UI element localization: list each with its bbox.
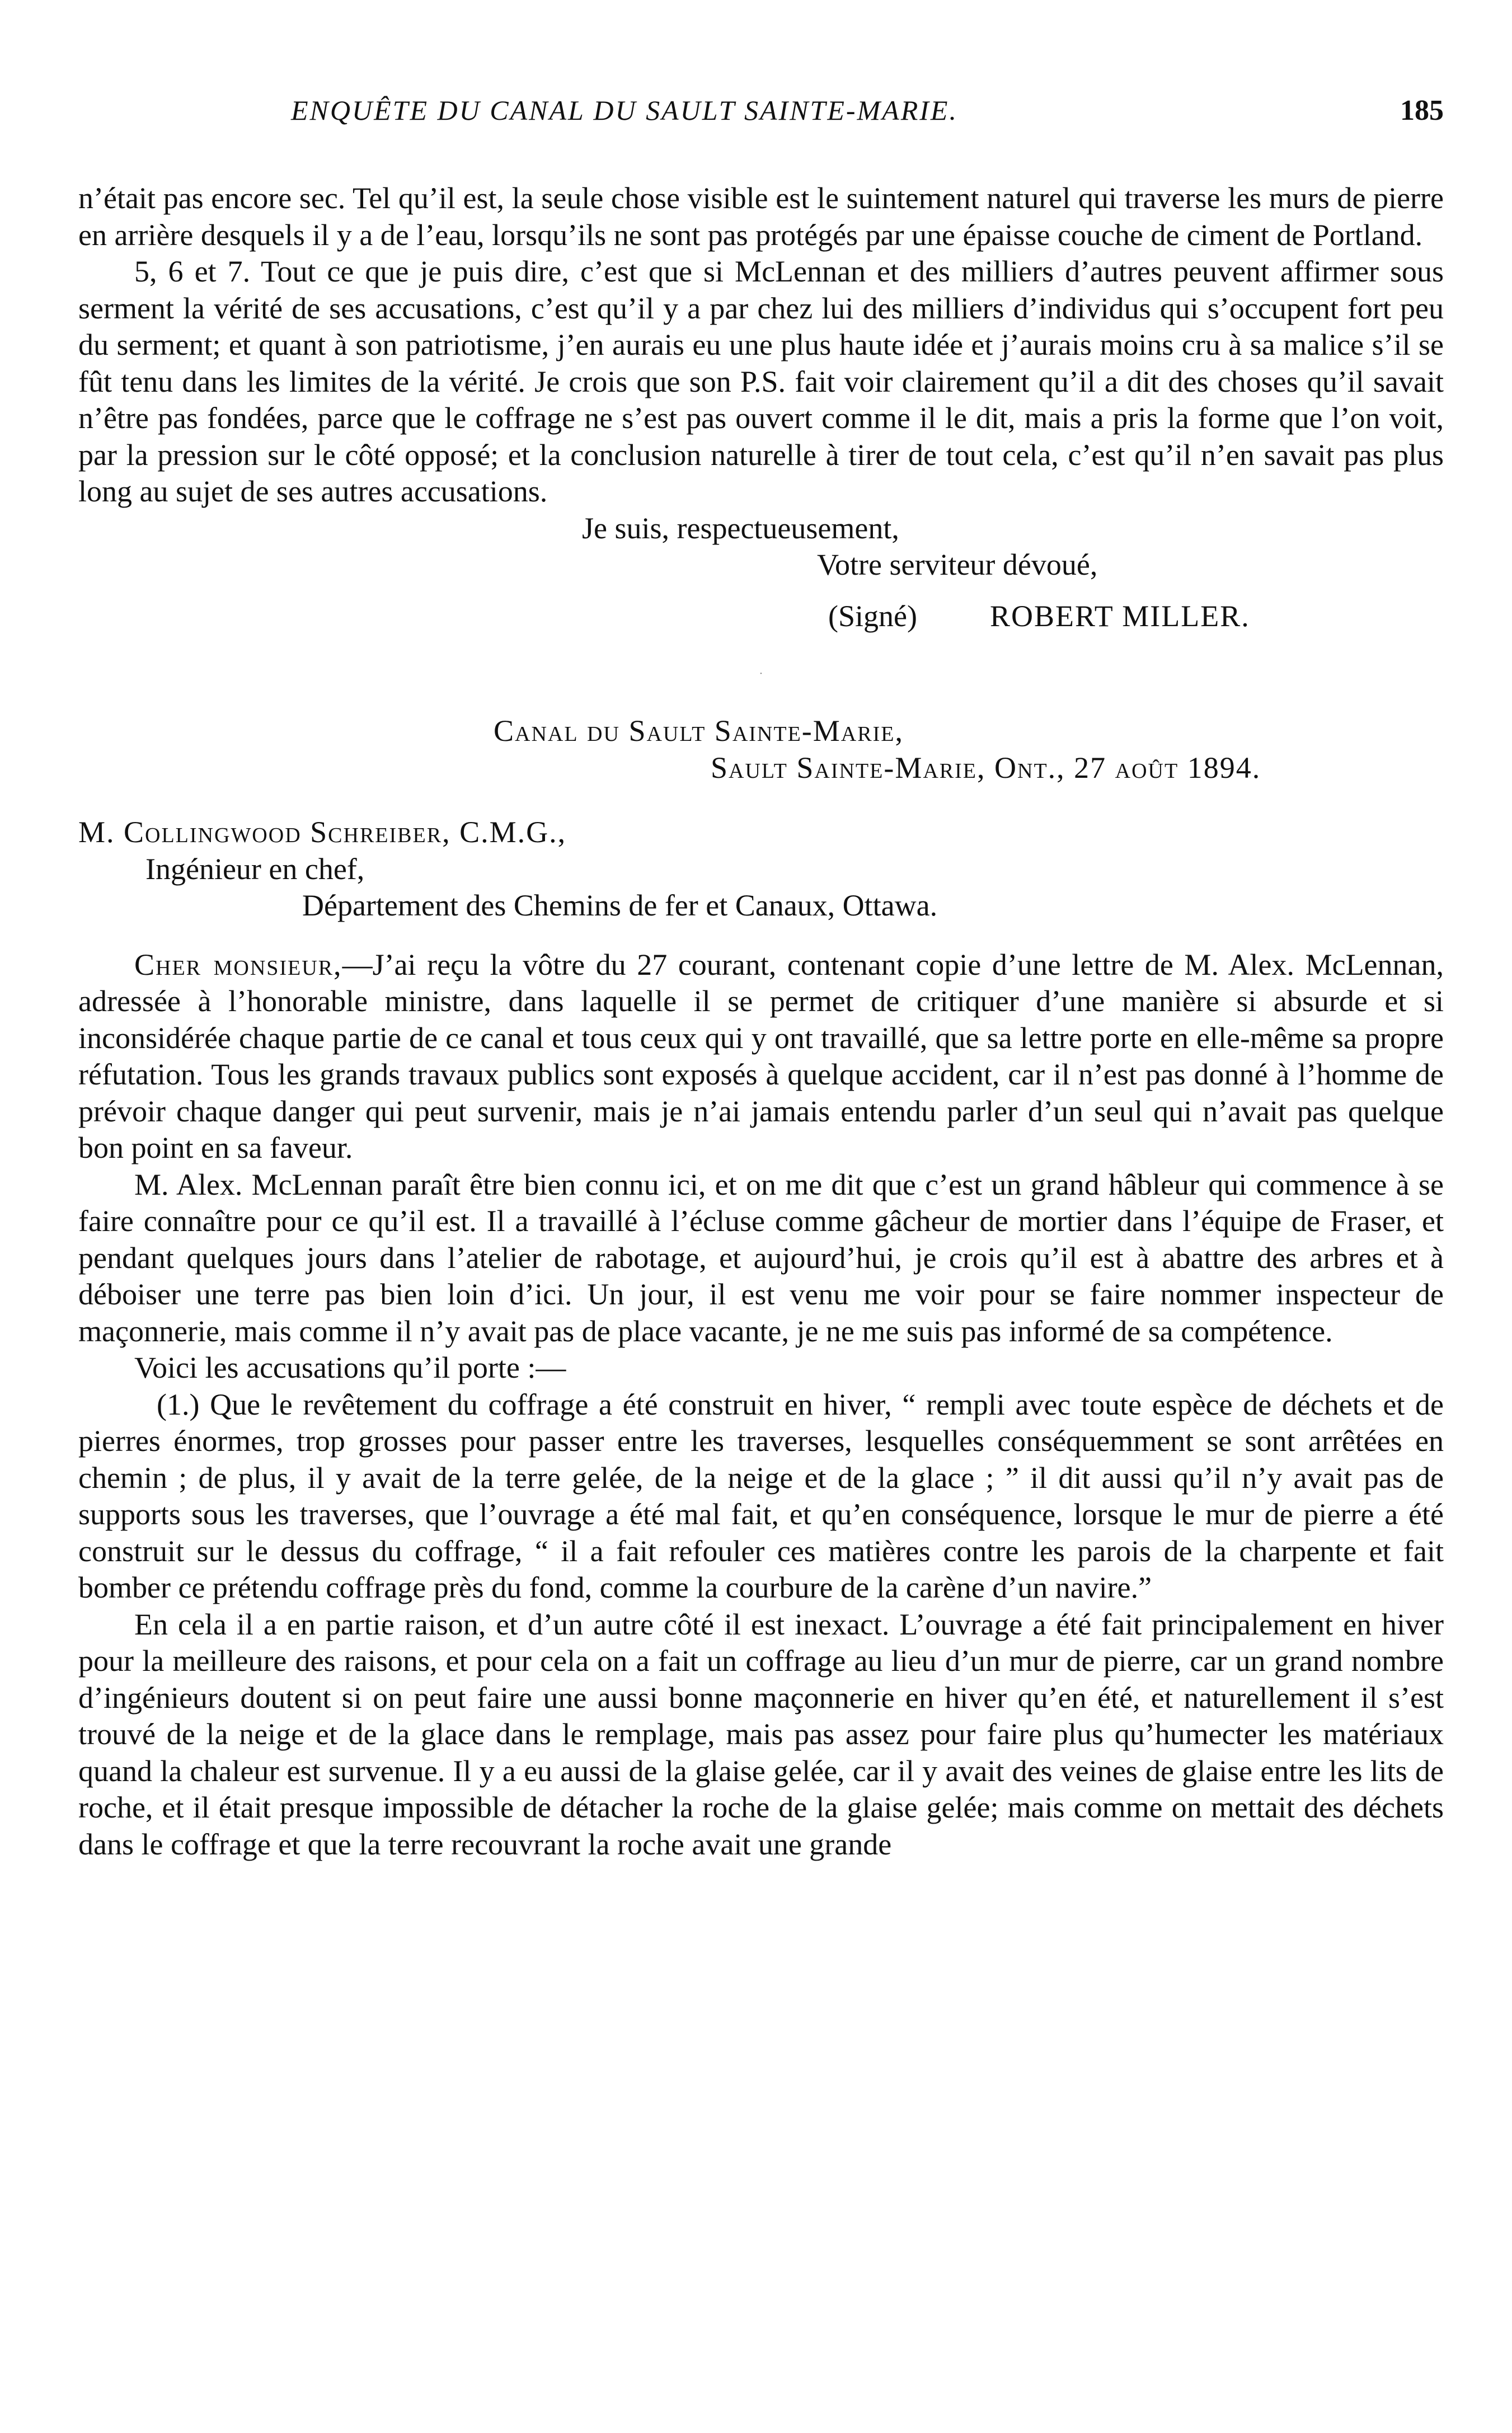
addressee-title: Ingénieur en chef, <box>145 852 365 886</box>
signature-line <box>828 598 1444 635</box>
addressee-department: Département des Chemins de fer et Canaux, Ottawa. <box>302 889 938 922</box>
paragraph-text: —J’ai reçu la vôtre du 27 courant, contenant copie d’une lettre de M. Alex. McLennan, adressée à l’honorable ministre, dans laquelle il se permet de critiquer d’une manière si absurde et si inconsidérée chaque partie de ce canal et tous ceux qui y ont travaillé, que sa lettre porte en elle-même sa propre réfutation. Tous les grands travaux publics sont exposés à quelque accident, car il n’est pas donné à l’homme de prévoir chaque danger qui peut survenir, mais je n’ai jamais entendu parler d’un seul qui n’avait pas quelque bon point en sa faveur. <box>78 947 1444 1164</box>
document-body <box>78 180 1444 1863</box>
section-separator: · <box>759 668 763 680</box>
closing-line: Je suis, respectueusement, <box>582 511 899 545</box>
closing-line: Votre serviteur dévoué, <box>817 548 1098 581</box>
running-title: ENQUÊTE DU CANAL DU SAULT SAINTE-MARIE. <box>291 95 958 126</box>
running-header <box>78 94 1444 139</box>
addressee-name: M. Collingwood Schreiber, C.M.G., <box>78 815 567 849</box>
paragraph: M. Alex. McLennan paraît être bien connu ici, et on me dit que c’est un grand hâbleur qui commence à se faire connaître pour ce qu’il est. Il a travaillé à l’écluse comme gâcheur de mortier dans l’équipe de Fraser, et pendant quelques jours dans l’atelier de rabotage, et aujourd’hui, je crois qu’il est à abattre des arbres et à déboiser une terre pas bien loin d’ici. Un jour, il est venu me voir pour se faire nommer inspecteur de maçonnerie, mais comme il n’y avait pas de place vacante, je ne me suis pas informé de sa compétence. <box>78 1167 1444 1348</box>
signed-label: (Signé) <box>828 599 917 633</box>
paragraph: n’était pas encore sec. Tel qu’il est, la seule chose visible est le suintement naturel qui traverse les murs de pierre en arrière desquels il y a de l’eau, lorsqu’ils ne sont pas protégés par une épaisse couche de ciment de Portland. <box>78 181 1444 252</box>
paragraph <box>78 947 1444 1167</box>
paragraph: Voici les accusations qu’il porte :— <box>134 1351 566 1384</box>
letter-place: Canal du Sault Sainte-Marie, <box>494 714 904 748</box>
document-page <box>78 0 1444 2433</box>
paragraph: 5, 6 et 7. Tout ce que je puis dire, c’est que si McLennan et des milliers d’autres peuvent affirmer sous serment la vérité de ses accusations, c’est qu’il y a par chez lui des milliers d’individus qui s’occupent fort peu du serment; et quant à son patriotisme, j’en aurais eu une plus haute idée et j’aurais moins cru à sa malice s’il se fût tenu dans les limites de la vérité. Je crois que son P.S. fait voir clairement qu’il a dit des choses qu’il savait n’être pas fondées, parce que le coffrage ne s’est pas ouvert comme il le dit, mais a pris la forme que l’on voit, par la pression sur le côté opposé; et la conclusion naturelle à tirer de tout cela, c’est qu’il n’en savait pas plus long au sujet de ses autres accusations. <box>78 255 1444 508</box>
letter-place-date: Sault Sainte-Marie, Ont., 27 août 1894. <box>711 750 1261 785</box>
salutation: Cher monsieur, <box>134 947 342 981</box>
signer-name: ROBERT MILLER. <box>989 599 1250 633</box>
paragraph: En cela il a en partie raison, et d’un autre côté il est inexact. L’ouvrage a été fait principalement en hiver pour la meilleure des raisons, et pour cela on a fait un coffrage au lieu d’un mur de pierre, car un grand nombre d’ingénieurs doutent si on peut faire une aussi bonne maçonnerie en hiver qu’en été, et naturellement il s’est trouvé de la neige et de la glace dans le remplage, mais pas assez pour faire plus qu’humecter les matériaux quand la chaleur est survenue. Il y a eu aussi de la glaise gelée, car il y avait des veines de glaise entre les lits de roche, et il était presque impossible de détacher la roche de la glaise gelée; mais comme on mettait des déchets dans le coffrage et que la terre recouvrant la roche avait une grande <box>78 1607 1444 1861</box>
page-number: 185 <box>1400 95 1444 126</box>
paragraph: (1.) Que le revêtement du coffrage a été construit en hiver, “ rempli avec toute espèce de déchets et de pierres énormes, trop grosses pour passer entre les traverses, lesquelles conséquemment se sont arrêtées en chemin ; de plus, il y avait de la terre gelée, de la neige et de la glace ; ” il dit aussi qu’il n’y avait pas de supports sous les traverses, que l’ouvrage a été mal fait, et qu’en conséquence, lorsque le mur de pierre a été construit sur le dessus du coffrage, “ il a fait refouler ces matières contre les parois de la charpente et fait bomber ce prétendu coffrage près du fond, comme la courbure de la carène d’un navire.” <box>78 1387 1444 1604</box>
